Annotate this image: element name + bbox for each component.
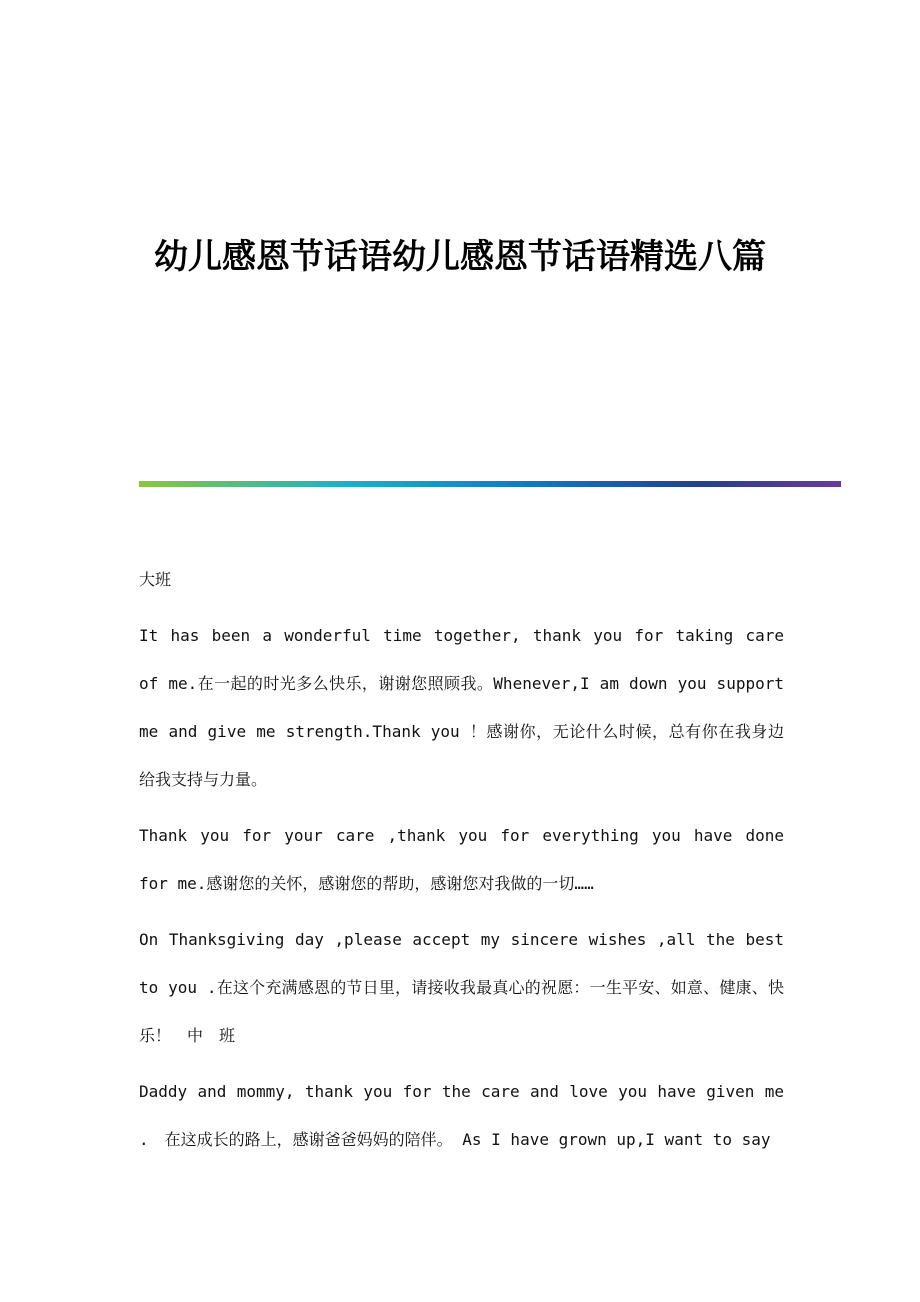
document-body bbox=[139, 556, 784, 1172]
paragraph: Daddy and mommy, thank you for the care and love you have given me . 在这成长的路上，感谢爸爸妈妈的陪伴。 As I have grown up,I want to say bbox=[139, 1082, 784, 1149]
paragraph: On Thanksgiving day ,please accept my sincere wishes ,all the best to you .在这个充满感恩的节日里，请接收我最真心的祝愿：一生平安、如意、健康、快乐！ 中 班 bbox=[139, 930, 784, 1045]
gradient-divider bbox=[139, 481, 841, 487]
paragraph: It has been a wonderful time together, thank you for taking care of me.在一起的时光多么快乐，谢谢您照顾我。Whenever,I am down you support me and give me strength.Thank you ！感谢你，无论什么时候，总有你在我身边给我支持与力量。 bbox=[139, 626, 784, 789]
paragraph: Thank you for your care ,thank you for everything you have done for me.感谢您的关怀，感谢您的帮助，感谢您对我做的一切…… bbox=[139, 826, 784, 893]
section-heading: 大班 bbox=[139, 570, 172, 589]
document-title: 幼儿感恩节话语幼儿感恩节话语精选八篇 bbox=[154, 237, 766, 277]
